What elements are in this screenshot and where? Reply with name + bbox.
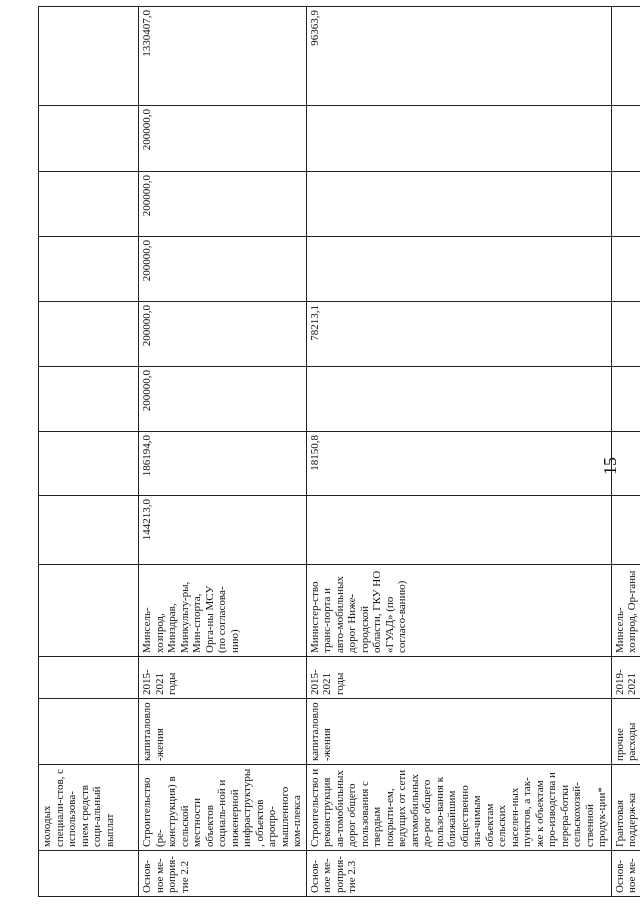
cell-2019 (306, 237, 611, 302)
cell-id: Основ-ное ме-роприя-тие 2.3 (306, 851, 611, 897)
table-row (39, 7, 139, 897)
cell-2021: 200000,0 (139, 106, 307, 172)
cell-2018: 200000,0 (139, 302, 307, 367)
cell-type: капиталовло-жения (306, 699, 611, 765)
cell-2018: 78213,1 (306, 302, 611, 367)
cell-executor: Минсель-хозпрод, Ор-ганы (611, 565, 640, 657)
cell-total: 1330407,0 (139, 7, 307, 106)
table-row (139, 7, 307, 897)
cell-name: Строительство и реконструкция ав-томобильных дорог общего пользования с твердым покрыти-ем, ведущих от сети автомобильных до-рог общего пользо-вания к ближайшим общественно зна-чимым объектам сельских населен-ных пунктов, а так-же к объектам про-изводства и перера-ботки сельскохозяй-ственной продук-ции* (306, 765, 611, 851)
cell-2019: 200000,0 (139, 237, 307, 302)
cell-period: 2015-2021 годы (139, 657, 307, 699)
cell-total: 96363,9 (306, 7, 611, 106)
cell-2017 (306, 367, 611, 432)
cell-type: капиталовло-жения (139, 699, 307, 765)
cell-2021 (306, 106, 611, 172)
cell-2016: 18150,8 (306, 432, 611, 496)
cell-name: молодых специали-стов, с использова-нием средств соци-альный выплат (39, 765, 139, 851)
cell-2017: 200000,0 (139, 367, 307, 432)
program-table (38, 6, 640, 897)
cell-id: Основ-ное ме- (611, 851, 640, 897)
cell-2015: 144213,0 (139, 496, 307, 565)
cell-2015 (306, 496, 611, 565)
cell-2020: 200000,0 (139, 172, 307, 237)
page-number: 15 (600, 457, 620, 475)
table-row (306, 7, 611, 897)
cell-name: Грантовая поддерж-ка (611, 765, 640, 851)
cell-executor: Министер-ство транс-порта и авто-мобильных дорог Ниже-городской области, ГКУ НО «ГУАД» (по согласо-ванию) (306, 565, 611, 657)
cell-2020 (306, 172, 611, 237)
cell-id: Основ-ное ме-роприя-тие 2.2 (139, 851, 307, 897)
cell-id (39, 851, 139, 897)
cell-executor: Минсель-хозпрод, Минздрав, Минкульту-ры, Мин-спорта, Орга-ны МСУ (по согласова-нию) (139, 565, 307, 657)
cell-name: Строительство (ре-конструкция) в сельской местности объектов социаль-ной и инженерной инфраструктуры, объектов агропро-мышленного ком-плекса (139, 765, 307, 851)
table-row (611, 7, 640, 897)
cell-period: 2015-2021 годы (306, 657, 611, 699)
cell-type: прочие расходы (611, 699, 640, 765)
cell-period: 2019-2021 (611, 657, 640, 699)
cell-2016: 186194,0 (139, 432, 307, 496)
